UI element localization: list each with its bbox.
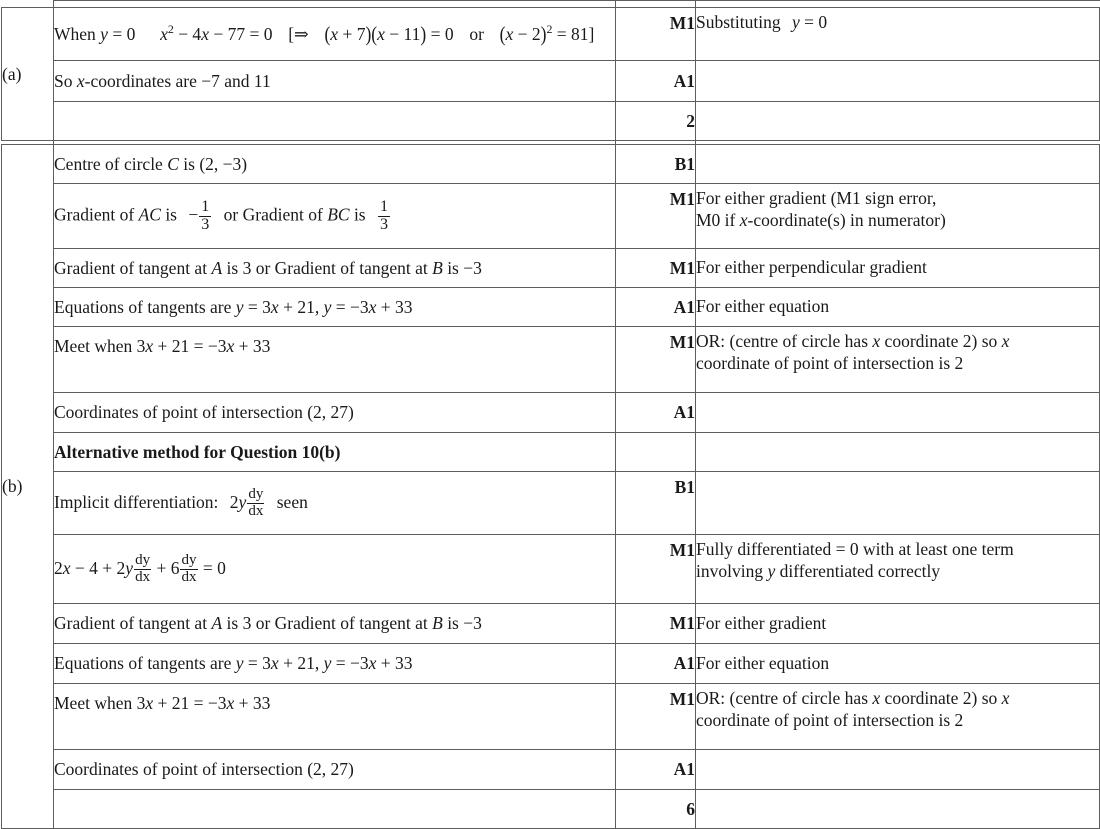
y-symbol-1: y (235, 653, 244, 674)
or-comment-x2: x (1001, 331, 1010, 351)
table-row (2, 102, 1100, 141)
solution-cell-alt6: Coordinates of point of intersection (2, 27) (54, 750, 616, 790)
fraction-denominator: 3 (380, 215, 389, 233)
y-symbol-2: y (323, 296, 332, 317)
tan-grad-text: Gradient of tangent at (54, 257, 212, 278)
paren1-open: ( (324, 21, 331, 47)
mark-cell-alt2: M1 (616, 535, 696, 604)
table-row (2, 288, 1100, 327)
fraction-numerator: 1 (380, 198, 389, 216)
paren3-close: ) (540, 21, 547, 47)
paren1-plus: + 7 (338, 24, 366, 45)
seen-text: seen (276, 491, 308, 512)
A-symbol: A (211, 613, 223, 634)
solution-cell-b3 (54, 249, 616, 288)
fraction-one-third-neg (199, 199, 211, 233)
comment-cell-alt3: For either gradient (696, 604, 1100, 644)
comment-b2-line1: For either gradient (M1 sign error, (696, 188, 937, 208)
A-symbol: A (211, 257, 223, 278)
eq-tan-3: + 21, (278, 653, 324, 674)
fully-diff-l1a: Fully differentiated (696, 539, 836, 559)
AC-symbol: AC (138, 204, 161, 225)
paren1-x: x (330, 24, 339, 45)
comment-cell-a2 (696, 61, 1100, 102)
tan-grad-end: is −3 (442, 613, 482, 634)
x-symbol-m1: x (145, 693, 154, 713)
quadratic-exponent: 2 (167, 22, 174, 37)
bracket-close: ] (588, 24, 595, 45)
dydx-numerator: dy (135, 551, 151, 568)
table-top-stub (2, 1, 1100, 8)
mark-cell-b3: M1 (616, 249, 696, 288)
table-row-alt-heading (2, 433, 1100, 472)
quadratic-mid: − 4 (173, 24, 202, 45)
paren3-minus: − 2 (513, 24, 541, 45)
impeq-x: x (62, 557, 71, 578)
mark-cell-alt6: A1 (616, 750, 696, 790)
comment-cell-b6 (696, 393, 1100, 433)
meet-2: + 21 = −3 (153, 693, 227, 713)
B-symbol: B (432, 257, 443, 278)
mark-scheme-table (1, 0, 1100, 829)
fully-diff-l2c: differentiated correctly (775, 560, 941, 581)
fraction-one-third-pos (378, 199, 390, 233)
solution-cell-a-total (54, 102, 616, 141)
equals-zero: = 0 (112, 24, 136, 45)
meet-text: Meet when 3 (54, 336, 146, 356)
table-row (2, 145, 1100, 184)
table-row (2, 472, 1100, 535)
comment-cell-b-total (696, 790, 1100, 829)
centre-text: Centre of circle (54, 153, 168, 174)
comment-cell-b3: For either perpendicular gradient (696, 249, 1100, 288)
paren2-x: x (377, 24, 385, 45)
table-row (2, 61, 1100, 102)
comment-a1-y: y (791, 12, 800, 32)
fraction-numerator: 1 (201, 198, 210, 216)
tan-grad-mid: is 3 or Gradient of tangent at (222, 613, 433, 634)
x-symbol-m2: x (226, 336, 235, 356)
part-label-a: (a) (2, 8, 54, 141)
eq-tan-text: Equations of tangents are (54, 296, 236, 317)
y-symbol-1: y (235, 296, 244, 317)
or-comment-l1a: OR: (centre of circle has (696, 688, 873, 708)
centre-coords: is (2, −3) (178, 153, 248, 174)
solution-cell-alt5 (54, 684, 616, 750)
meet-2: + 21 = −3 (153, 336, 227, 356)
or-comment-x1: x (872, 331, 881, 351)
solution-cell-alt1 (54, 472, 616, 535)
comment-cell-b4: For either equation (696, 288, 1100, 327)
table-row (2, 790, 1100, 829)
comment-b2-line2c: -coordinate(s) in numerator) (747, 209, 946, 230)
solution-cell-alt2 (54, 535, 616, 604)
solution-cell-alt3 (54, 604, 616, 644)
eq-tan-2: = 3 (243, 296, 271, 317)
eq-tan-4: = −3 (331, 296, 369, 317)
y-symbol-2: y (323, 653, 332, 674)
comment-a1-text: Substituting (696, 12, 781, 32)
mark-cell-alt-head (616, 433, 696, 472)
comment-b2-x: x (739, 209, 748, 230)
dydx-fraction (180, 553, 197, 585)
grad-ac-text: Gradient of (54, 204, 139, 225)
quadratic-x1: x (160, 24, 168, 45)
solution-cell-alt4 (54, 644, 616, 684)
or-comment-l1c: coordinate 2) so (880, 688, 1002, 708)
meet-text: Meet when 3 (54, 693, 146, 713)
dydx-numerator: dy (248, 485, 264, 502)
grad-ac-is: is (160, 204, 177, 225)
mark-cell-b4: A1 (616, 288, 696, 327)
table-row (2, 535, 1100, 604)
a2-rest: -coordinates are −7 and 11 (84, 70, 271, 91)
solution-cell-b1 (54, 145, 616, 184)
mark-cell-b2: M1 (616, 184, 696, 249)
comment-b2-line2a: M0 if (696, 209, 740, 230)
meet-3: + 33 (234, 336, 271, 356)
y-symbol: y (100, 24, 108, 45)
eq-tan-4: = −3 (331, 653, 369, 674)
solution-cell-a1 (54, 8, 616, 61)
paren3-open: ( (499, 21, 506, 47)
table-row (2, 684, 1100, 750)
dydx-numerator: dy (181, 551, 197, 568)
implicit-diff-text: Implicit differentiation: (54, 491, 219, 512)
dydx-fraction (134, 553, 151, 585)
comment-cell-alt5 (696, 684, 1100, 750)
table-row (2, 327, 1100, 393)
grad-bc-is: is (349, 204, 366, 225)
mark-cell-b6: A1 (616, 393, 696, 433)
comment-cell-b2 (696, 184, 1100, 249)
paren2-open: ( (371, 21, 378, 47)
table-row (2, 249, 1100, 288)
comment-cell-alt-head (696, 433, 1100, 472)
stub-label-cell (2, 1, 54, 8)
so-text: So (54, 70, 77, 91)
solution-cell-b5 (54, 327, 616, 393)
impeq-3: + 6 (152, 557, 180, 578)
or-text-a: or (469, 24, 484, 45)
solution-cell-b2 (54, 184, 616, 249)
BC-symbol: BC (327, 204, 350, 225)
table-row (2, 750, 1100, 790)
fully-diff-l1c: with at least one term (858, 539, 1014, 559)
dydx-denominator: dx (248, 502, 264, 519)
paren3-x: x (505, 24, 514, 45)
eq-tan-text: Equations of tangents are (54, 653, 236, 674)
impeq-2: − 4 + 2 (70, 557, 126, 578)
eq-tan-3: + 21, (278, 296, 324, 317)
impeq-4: = 0 (198, 557, 226, 578)
quadratic-x2: x (201, 24, 209, 45)
mark-cell-alt1: B1 (616, 472, 696, 535)
solution-cell-a2 (54, 61, 616, 102)
meet-3: + 33 (234, 693, 271, 713)
mark-total-a: 2 (616, 102, 696, 141)
paren2-close: ) (420, 21, 427, 47)
stub-body-cell (54, 1, 616, 8)
comment-cell-alt6 (696, 750, 1100, 790)
table-row (2, 644, 1100, 684)
stub-note-cell (696, 1, 1100, 8)
paren3-exponent: 2 (546, 22, 553, 37)
x-symbol-a2: x (76, 70, 85, 91)
x-symbol-m1: x (145, 336, 154, 356)
solution-cell-b6: Coordinates of point of intersection (2, 27) (54, 393, 616, 433)
solution-cell-b4 (54, 288, 616, 327)
or-comment-x1: x (872, 688, 881, 708)
dydx-denominator: dx (135, 568, 151, 585)
tan-grad-text: Gradient of tangent at (54, 613, 212, 634)
mark-cell-a1: M1 (616, 8, 696, 61)
impeq-y: y (125, 557, 134, 578)
solution-cell-b-total (54, 790, 616, 829)
or-comment-l2: coordinate of point of intersection is 2 (696, 352, 964, 373)
table-row (2, 393, 1100, 433)
or-comment-x2: x (1001, 688, 1010, 708)
mark-cell-alt3: M1 (616, 604, 696, 644)
implies-arrow-icon: ⇒ (294, 24, 309, 45)
eq-tan-5: + 33 (376, 296, 413, 317)
mark-cell-b1: B1 (616, 145, 696, 184)
paren2-equals-zero: = 0 (426, 24, 454, 45)
or-comment-l2: coordinate of point of intersection is 2 (696, 709, 964, 730)
equals-81: = 81 (552, 24, 589, 45)
or-grad-text: or Gradient of (223, 204, 328, 225)
comment-cell-a-total (696, 102, 1100, 141)
comment-cell-a1 (696, 8, 1100, 61)
x-symbol-2: x (368, 296, 377, 317)
dydx-denominator: dx (181, 568, 197, 585)
or-comment-l1c: coordinate 2) so (880, 331, 1002, 351)
stub-mark-cell (616, 1, 696, 8)
impeq-coef: 2 (54, 557, 63, 578)
impl-coef: 2 (229, 491, 239, 512)
tan-grad-end: is −3 (442, 257, 482, 278)
fully-diff-y: y (767, 560, 776, 581)
or-comment-l1a: OR: (centre of circle has (696, 331, 873, 351)
comment-a1-eq: = 0 (799, 12, 828, 32)
mark-cell-alt5: M1 (616, 684, 696, 750)
eq-tan-5: + 33 (376, 653, 413, 674)
table-row (2, 184, 1100, 249)
eq-tan-2: = 3 (243, 653, 271, 674)
bracket-open: [ (288, 24, 295, 45)
table-row (2, 604, 1100, 644)
mark-cell-alt4: A1 (616, 644, 696, 684)
impl-y: y (238, 491, 247, 512)
comment-cell-b5 (696, 327, 1100, 393)
B-symbol: B (432, 613, 443, 634)
mark-cell-b5: M1 (616, 327, 696, 393)
comment-cell-b1 (696, 145, 1100, 184)
x-symbol-1: x (270, 296, 279, 317)
quadratic-rest: − 77 = 0 (208, 24, 273, 45)
circle-C-symbol: C (167, 153, 179, 174)
x-symbol-1: x (270, 653, 279, 674)
mark-total-b: 6 (616, 790, 696, 829)
dydx-fraction (247, 487, 264, 519)
fully-diff-l2a: involving (696, 560, 768, 581)
x-symbol-2: x (368, 653, 377, 674)
tan-grad-mid: is 3 or Gradient of tangent at (222, 257, 433, 278)
comment-cell-alt4: For either equation (696, 644, 1100, 684)
x-symbol-m2: x (226, 693, 235, 713)
mark-cell-a2: A1 (616, 61, 696, 102)
paren1-close: ) (365, 21, 372, 47)
fully-diff-l1b: = 0 (835, 539, 859, 559)
when-text: When (54, 24, 96, 45)
part-label-b: (b) (2, 145, 54, 829)
minus-sign: − (188, 204, 199, 225)
paren2-minus: − 11 (384, 24, 421, 45)
table-row (2, 8, 1100, 61)
comment-cell-alt2 (696, 535, 1100, 604)
fraction-denominator: 3 (201, 215, 210, 233)
alt-method-heading: Alternative method for Question 10(b) (54, 433, 616, 472)
comment-cell-alt1 (696, 472, 1100, 535)
